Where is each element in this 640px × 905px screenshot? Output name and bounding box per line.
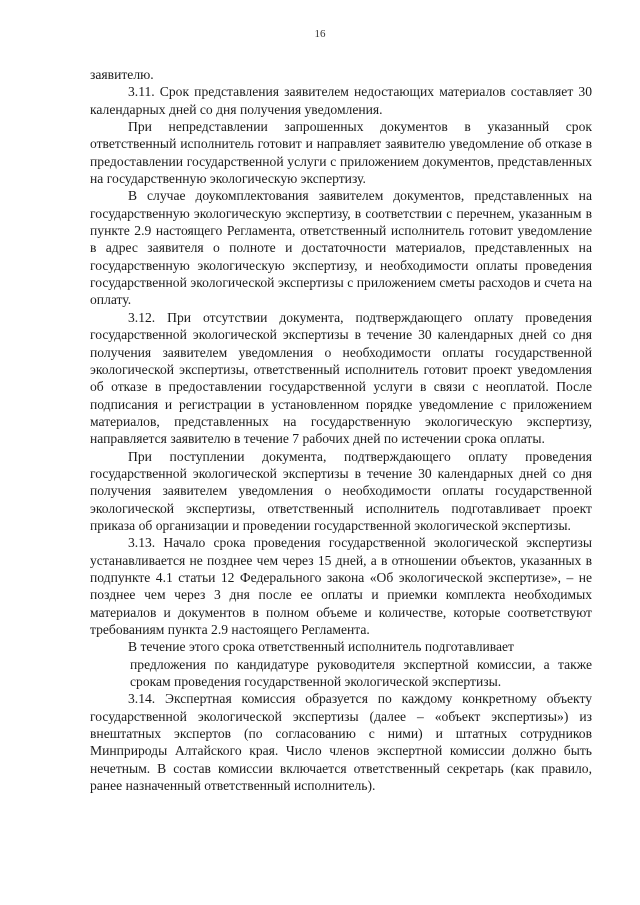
document-body <box>90 66 592 794</box>
paragraph-3-13: 3.13. Начало срока проведения государственной экологической экспертизы устанавливается не позднее чем через 15 дней, а в отношении объектов, указанных в подпункте 4.1 статьи 12 Федерального закона «Об экологической экспертизе», – не позднее чем через 3 дня после ее оплаты и приемки комплекта необходимых материалов и документов в полном объеме и количестве, которые соответствуют требованиям пункта 2.9 настоящего Регламента. <box>90 535 592 637</box>
paragraph-3-12: 3.12. При отсутствии документа, подтверждающего оплату проведения государственной экологической экспертизы в течение 30 календарных дней со дня получения заявителем уведомления о необходимости оплаты государственной экологической экспертизы, ответственный исполнитель готовит проект уведомления об отказе в предоставлении государственной услуги в связи с неоплатой. После подписания и регистрации в установленном порядке уведомление с приложением материалов, представленных на государственную экологическую экспертизу, направляется заявителю в течение 7 рабочих дней по истечении срока оплаты. <box>90 309 592 447</box>
paragraph-3-14: 3.14. Экспертная комиссия образуется по каждому конкретному объекту государственной экологической экспертизы (далее – «объект экспертизы») из внештатных экспертов (по согласованию с ними) и штатных сотрудников Минприроды Алтайского края. Число членов экспертной комиссии должно быть нечетным. В состав комиссии включается ответственный секретарь (как правило, ранее назначенный ответственный исполнитель). <box>90 691 592 794</box>
paragraph-payment-received: При поступлении документа, подтверждающего оплату проведения государственной экологической экспертизы в течение 30 календарных дней со дня получения заявителем уведомления о необходимости оплаты государственной экологической экспертизы, ответственный исполнитель подготавливает проект приказа об организации и проведении государственной экологической экспертизы. <box>90 448 592 533</box>
paragraph-non-submission: При непредставлении запрошенных документов в указанный срок ответственный исполнитель готовит и направляет заявителю уведомление об отказе в предоставлении государственной услуги с приложением документов, представленных на государственную экологическую экспертизу. <box>90 119 592 187</box>
paragraph-continuation: заявителю. <box>90 67 154 82</box>
paragraph-during-period: В течение этого срока ответственный исполнитель подготавливает <box>128 639 515 655</box>
paragraph-completion: В случае доукомплектования заявителем документов, представленных на государственную экологическую экспертизу, в соответствии с перечнем, указанным в пункте 2.9 настоящего Регламента, ответственный исполнитель готовит уведомление в адрес заявителя о полноте и достаточности материалов, представленных на государственную экологическую экспертизу, и необходимости оплаты проведения государственной экологической экспертизы с приложением сметы расходов и счета на оплату. <box>90 188 592 308</box>
paragraph-3-11: 3.11. Срок представления заявителем недостающих материалов составляет 30 календарных дней со дня получения уведомления. <box>90 84 592 117</box>
page-number: 16 <box>314 28 326 40</box>
paragraph-proposals: предложения по кандидатуре руководителя экспертной комиссии, а также срокам проведения государственной экологической экспертизы. <box>130 656 592 690</box>
